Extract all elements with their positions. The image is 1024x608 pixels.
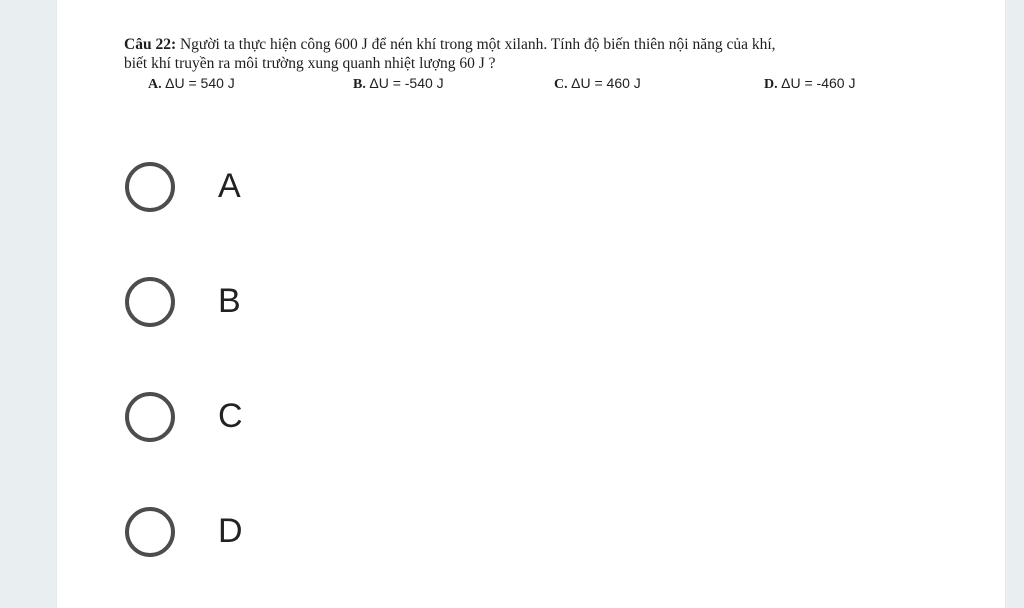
question-number: Câu 22: <box>124 36 177 53</box>
choice-d-text: ΔU = -460 J <box>781 75 856 91</box>
choice-b-letter: B. <box>353 77 366 92</box>
choice-c-text: ΔU = 460 J <box>571 75 641 91</box>
question-block <box>124 35 964 94</box>
option-c-label: C <box>218 397 243 435</box>
question-line-2: biết khí truyền ra môi trường xung quanh nhiệt lượng 60 J ? <box>124 55 496 72</box>
answer-choices <box>124 74 964 94</box>
answer-option-d[interactable] <box>125 507 385 567</box>
choice-a <box>148 74 235 94</box>
choice-d <box>764 74 855 94</box>
choice-d-letter: D. <box>764 77 778 92</box>
question-line-1 <box>124 35 964 54</box>
choice-a-letter: A. <box>148 77 162 92</box>
choice-b-text: ΔU = -540 J <box>369 75 444 91</box>
radio-button-d[interactable] <box>125 507 175 557</box>
option-d-label: D <box>218 512 243 550</box>
choice-b <box>353 74 444 94</box>
option-b-label: B <box>218 282 241 320</box>
question-text-1: Người ta thực hiện công 600 J để nén khí trong một xilanh. Tính độ biến thiên nội năng của khí, <box>176 36 776 53</box>
radio-button-a[interactable] <box>125 162 175 212</box>
choice-c <box>554 74 641 94</box>
answer-option-b[interactable] <box>125 277 385 337</box>
choice-c-letter: C. <box>554 77 568 92</box>
radio-button-b[interactable] <box>125 277 175 327</box>
choice-a-text: ΔU = 540 J <box>165 75 235 91</box>
radio-button-c[interactable] <box>125 392 175 442</box>
answer-option-c[interactable] <box>125 392 385 452</box>
option-a-label: A <box>218 167 241 205</box>
answer-option-a[interactable] <box>125 162 385 222</box>
